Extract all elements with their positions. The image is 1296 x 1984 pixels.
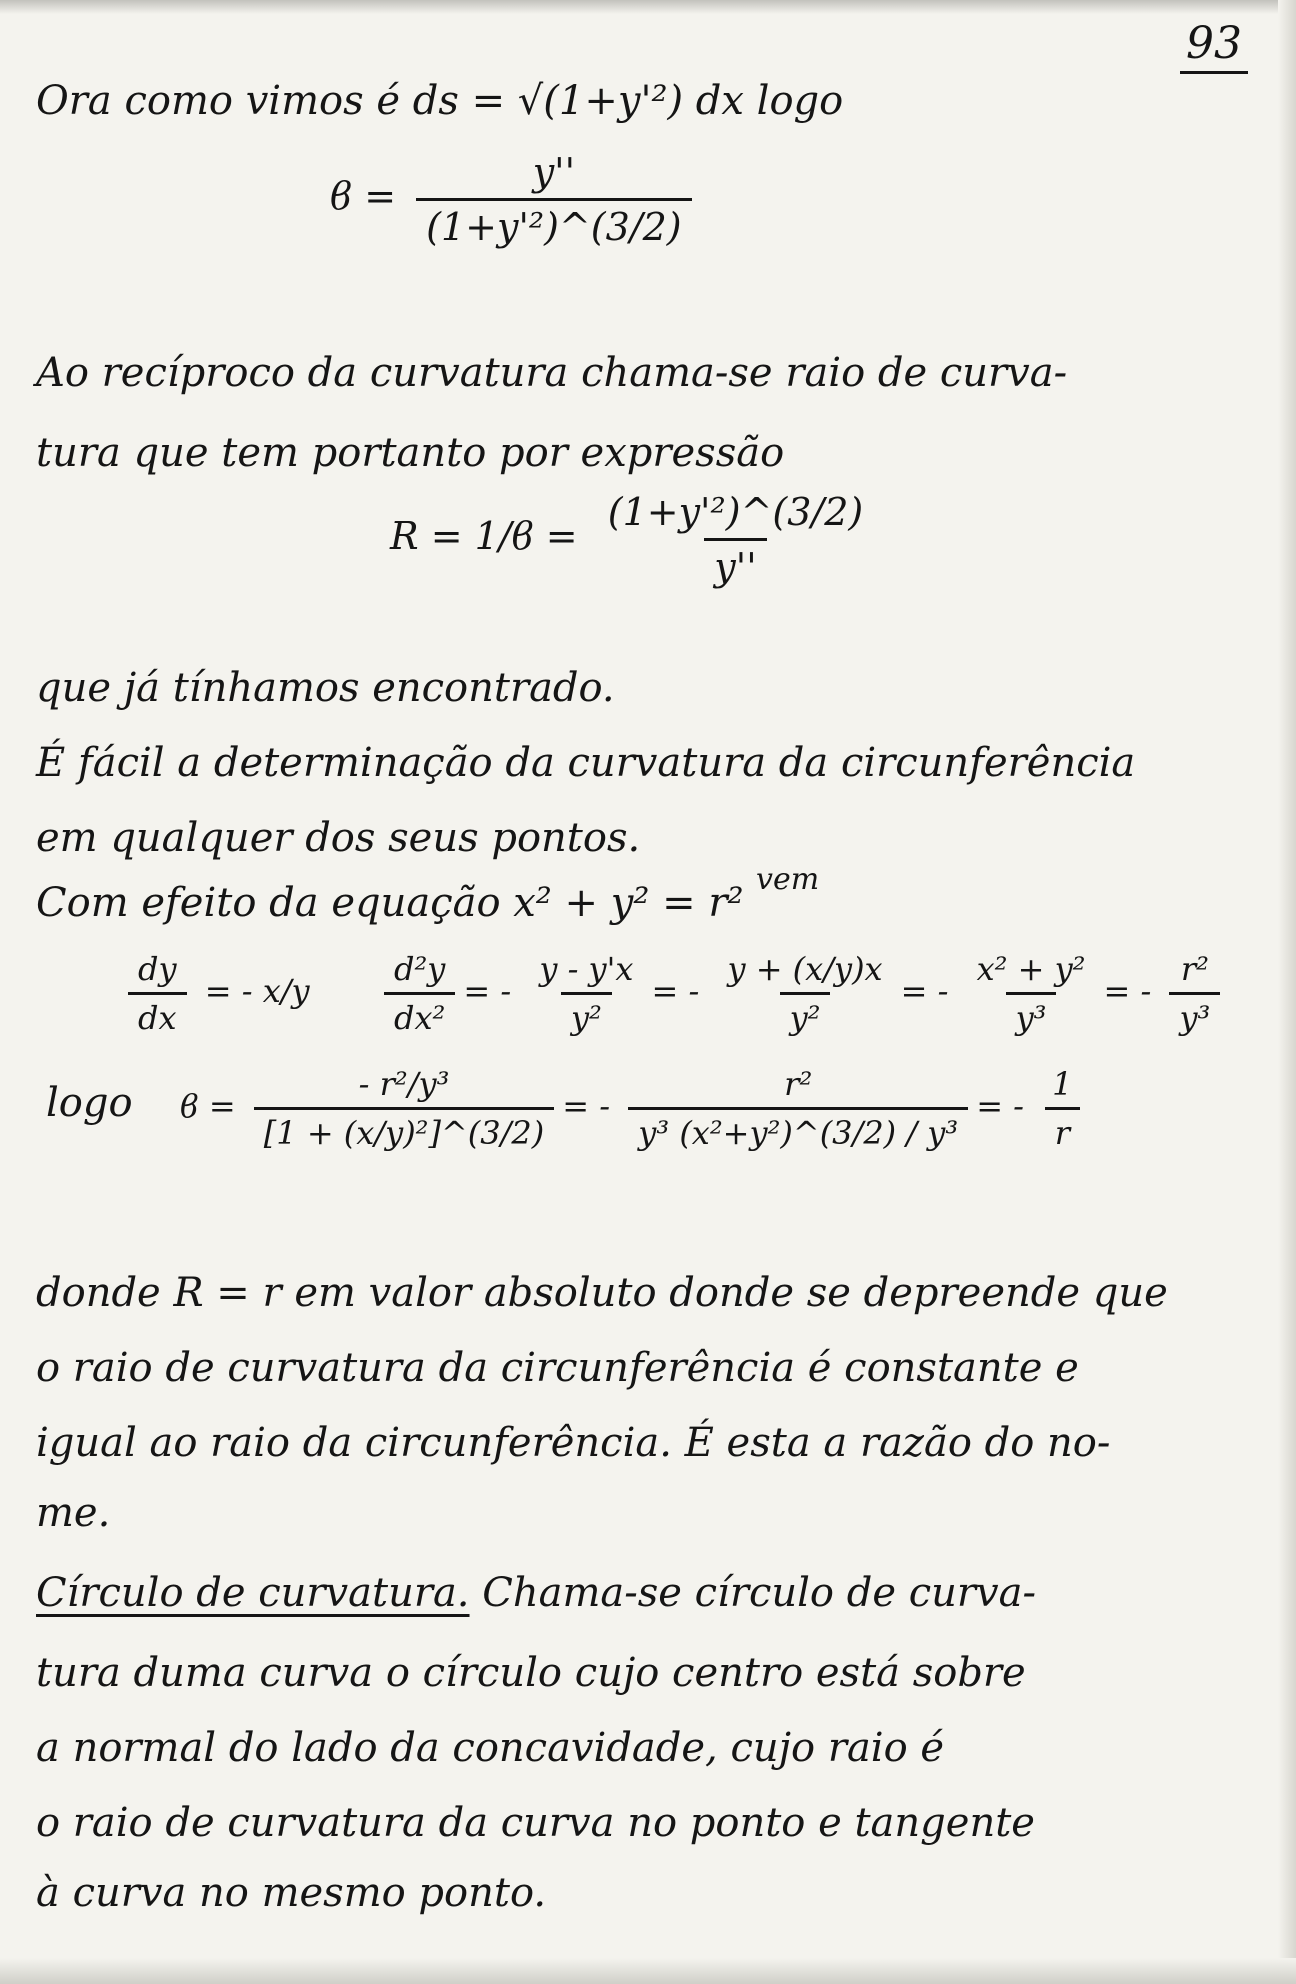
eq3-b-f4-denominator: y³ bbox=[1169, 992, 1220, 1037]
text-line-4: que já tínhamos encontrado. bbox=[36, 665, 615, 711]
eq4-f3-numerator: 1 bbox=[1052, 1065, 1073, 1103]
eq3-b-f3-denominator: y³ bbox=[1006, 992, 1057, 1037]
eq4-f1-denominator: [1 + (x/y)²]^(3/2) bbox=[254, 1107, 554, 1152]
text-line-1: Ora como vimos é ds = √(1+y'²) dx logo bbox=[36, 78, 844, 124]
eq3-a-denominator: dx bbox=[128, 992, 187, 1037]
text-line-8-lead: logo bbox=[46, 1080, 133, 1126]
equation-curvature bbox=[330, 150, 700, 249]
eq3-a-numerator: dy bbox=[138, 950, 177, 988]
eq1-fraction bbox=[416, 150, 691, 249]
eq4-f2-numerator: r² bbox=[784, 1065, 813, 1103]
eq4-f2-denominator: y³ (x²+y²)^(3/2) / y³ bbox=[628, 1107, 968, 1152]
text-line-7-note: vem bbox=[756, 862, 820, 897]
text-line-5: É fácil a determinação da curvatura da circunferência bbox=[36, 740, 1136, 786]
eq3-b-numerator: d²y bbox=[393, 950, 446, 988]
text-line-10: o raio de curvatura da circunferência é constante e bbox=[36, 1345, 1079, 1391]
text-line-17: à curva no mesmo ponto. bbox=[36, 1870, 547, 1916]
text-line-3: tura que tem portanto por expressão bbox=[36, 430, 785, 476]
eq2-numerator: (1+y'²)^(3/2) bbox=[607, 490, 864, 534]
eq3-a-rhs: = - x/y bbox=[204, 972, 310, 1010]
text-line-13-rest: Chama-se círculo de curva- bbox=[482, 1570, 1036, 1616]
eq3-b-f1 bbox=[529, 950, 643, 1037]
eq3-b-f4-numerator: r² bbox=[1180, 950, 1209, 988]
eq4-f3 bbox=[1042, 1065, 1082, 1152]
eq4-lhs: ϐ = bbox=[180, 1087, 236, 1125]
eq1-numerator: y'' bbox=[532, 150, 576, 194]
equation-radius bbox=[390, 490, 881, 589]
eq3-b-f3-numerator: x² + y² bbox=[976, 950, 1086, 988]
text-line-16: o raio de curvatura da curva no ponto e tangente bbox=[36, 1800, 1035, 1846]
eq3-b-f1-numerator: y - y'x bbox=[539, 950, 634, 988]
eq3-b-f1-denominator: y² bbox=[561, 992, 612, 1037]
eq3-b-fraction bbox=[384, 950, 455, 1037]
eq3-b-f4 bbox=[1169, 950, 1220, 1037]
text-line-11: igual ao raio da circunferência. É esta a razão do no- bbox=[36, 1420, 1111, 1466]
text-line-7 bbox=[36, 862, 1272, 926]
eq4-f2 bbox=[628, 1065, 968, 1152]
text-line-6: em qualquer dos seus pontos. bbox=[36, 815, 641, 861]
page-number: 93 bbox=[1180, 18, 1248, 74]
equation-derivatives: $\frac{dy}{dx}$ = - x/y $\frac{\text{d²y}}{\text{dx²}}$ = - $\frac{y - y'x}{\text{y²}}$ = - $\frac{y + (x/y)x}{\text{y²}}$ = - $\frac{\text{x² + y²}}{\text{y³}}$ = - $\frac{\text{r²}}{\text{y³}}$ bbox=[120, 950, 1228, 1037]
equation-circle-curvature: ϐ = $\frac{\text{- r²/y³}}{\text{[1 + (x/y)²]\textasciicircum{}(3/2)}}$ = - $\frac{\text{r²}}{\text{y³ (x²+y²)\textasciicircum{}(3/2) / y³}}$ = - $\frac{1}{r}$ bbox=[180, 1065, 1091, 1152]
eq2-fraction bbox=[598, 490, 873, 589]
section-heading-circulo-curvatura: Círculo de curvatura. bbox=[36, 1570, 470, 1616]
eq1-denominator: (1+y'²)^(3/2) bbox=[416, 198, 691, 249]
eq3-b-f2-denominator: y² bbox=[780, 992, 831, 1037]
text-line-14: tura duma curva o círculo cujo centro está sobre bbox=[36, 1650, 1026, 1696]
text-line-12: me. bbox=[36, 1490, 111, 1536]
text-line-13 bbox=[36, 1570, 1272, 1616]
eq2-lhs: R = 1/ϐ = bbox=[390, 514, 578, 558]
eq3-b-f2 bbox=[717, 950, 892, 1037]
eq4-f3-denominator: r bbox=[1045, 1107, 1080, 1152]
page-edge-shadow bbox=[1278, 0, 1296, 1984]
text-line-2: Ao recíproco da curvatura chama-se raio de curva- bbox=[36, 350, 1068, 396]
eq2-denominator: y'' bbox=[704, 538, 766, 589]
eq3-b-f2-numerator: y + (x/y)x bbox=[727, 950, 883, 988]
text-line-9: donde R = r em valor absoluto donde se depreende que bbox=[36, 1270, 1168, 1316]
eq3-a-fraction bbox=[128, 950, 187, 1037]
text-line-7-main: Com efeito da equação x² + y² = r² bbox=[36, 880, 744, 926]
eq3-b-denominator: dx² bbox=[384, 992, 455, 1037]
eq4-f1 bbox=[254, 1065, 554, 1152]
eq1-lhs: ϐ = bbox=[330, 174, 397, 218]
text-line-15: a normal do lado da concavidade, cujo raio é bbox=[36, 1725, 945, 1771]
eq3-b-f3 bbox=[967, 950, 1096, 1037]
eq4-f1-numerator: - r²/y³ bbox=[358, 1065, 450, 1103]
